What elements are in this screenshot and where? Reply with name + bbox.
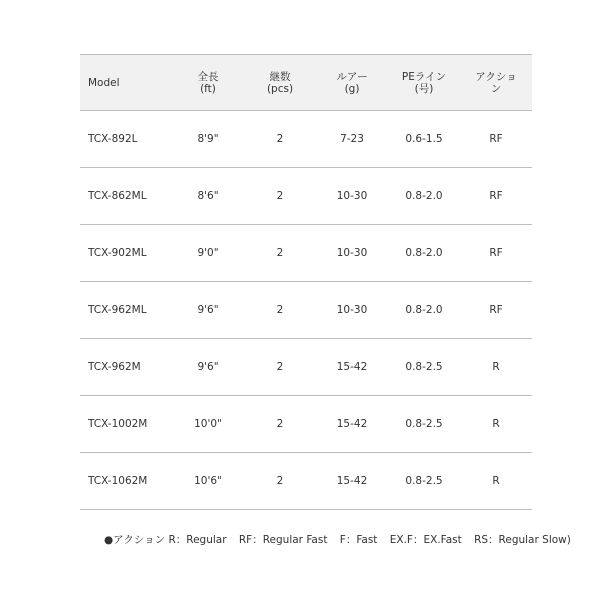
cell-pe-line: 0.8-2.0 [388, 168, 460, 225]
cell-model: TCX-862ML [80, 168, 172, 225]
cell-action: R [460, 396, 532, 453]
header-action-label: アクショ [475, 70, 517, 83]
cell-pieces: 2 [244, 396, 316, 453]
cell-model: TCX-962M [80, 339, 172, 396]
table-row [80, 111, 532, 168]
cell-lure: 10-30 [316, 225, 388, 282]
cell-length: 8'9" [172, 111, 244, 168]
cell-model: TCX-962ML [80, 282, 172, 339]
header-pe-line-label: PEライン [401, 70, 447, 83]
cell-pieces: 2 [244, 453, 316, 510]
cell-lure: 7-23 [316, 111, 388, 168]
cell-pe-line: 0.8-2.5 [388, 396, 460, 453]
header-length-unit: (ft) [200, 82, 216, 95]
cell-model: TCX-892L [80, 111, 172, 168]
cell-length: 9'0" [172, 225, 244, 282]
cell-pieces: 2 [244, 282, 316, 339]
table-row [80, 339, 532, 396]
cell-pe-line: 0.8-2.0 [388, 225, 460, 282]
header-row [80, 55, 532, 111]
header-length-label: 全長 [197, 70, 219, 83]
header-pieces-unit: (pcs) [266, 82, 294, 95]
header-lure-unit: (g) [344, 82, 360, 95]
cell-action: RF [460, 282, 532, 339]
spec-table [80, 54, 532, 510]
cell-lure: 15-42 [316, 396, 388, 453]
action-legend [104, 532, 571, 547]
header-model-label: Model [88, 76, 120, 89]
table-row [80, 225, 532, 282]
cell-action: R [460, 339, 532, 396]
legend-item-ex-fast: EX.F：EX.Fast [389, 534, 462, 546]
cell-length: 8'6" [172, 168, 244, 225]
cell-pe-line: 0.8-2.5 [388, 339, 460, 396]
spec-table-header [80, 55, 532, 111]
header-pieces-label: 継数 [269, 70, 291, 83]
header-pe-line-unit: (号) [414, 82, 434, 95]
table-row [80, 168, 532, 225]
cell-length: 9'6" [172, 339, 244, 396]
cell-model: TCX-1062M [80, 453, 172, 510]
legend-item-fast: F：Fast [339, 534, 378, 546]
cell-pieces: 2 [244, 168, 316, 225]
cell-lure: 10-30 [316, 282, 388, 339]
cell-lure: 15-42 [316, 339, 388, 396]
header-model [80, 55, 172, 111]
cell-pe-line: 0.8-2.0 [388, 282, 460, 339]
cell-model: TCX-902ML [80, 225, 172, 282]
table-row [80, 453, 532, 510]
legend-item-regular: ●アクション R：Regular [104, 534, 227, 546]
legend-item-regular-slow: RS：Regular Slow) [474, 534, 571, 546]
cell-length: 10'0" [172, 396, 244, 453]
cell-action: RF [460, 168, 532, 225]
cell-pe-line: 0.8-2.5 [388, 453, 460, 510]
cell-pe-line: 0.6-1.5 [388, 111, 460, 168]
cell-lure: 15-42 [316, 453, 388, 510]
cell-length: 10'6" [172, 453, 244, 510]
cell-action: RF [460, 225, 532, 282]
header-action-label-cont: ン [490, 82, 502, 95]
header-lure [316, 55, 388, 111]
cell-pieces: 2 [244, 111, 316, 168]
cell-model: TCX-1002M [80, 396, 172, 453]
header-length [172, 55, 244, 111]
cell-length: 9'6" [172, 282, 244, 339]
cell-action: RF [460, 111, 532, 168]
table-row [80, 282, 532, 339]
legend-item-regular-fast: RF：Regular Fast [238, 534, 328, 546]
table-row [80, 396, 532, 453]
header-pe-line [388, 55, 460, 111]
cell-pieces: 2 [244, 225, 316, 282]
header-pieces [244, 55, 316, 111]
header-action [460, 55, 532, 111]
spec-table-body [80, 111, 532, 510]
cell-pieces: 2 [244, 339, 316, 396]
header-lure-label: ルアー [336, 70, 368, 83]
cell-action: R [460, 453, 532, 510]
cell-lure: 10-30 [316, 168, 388, 225]
